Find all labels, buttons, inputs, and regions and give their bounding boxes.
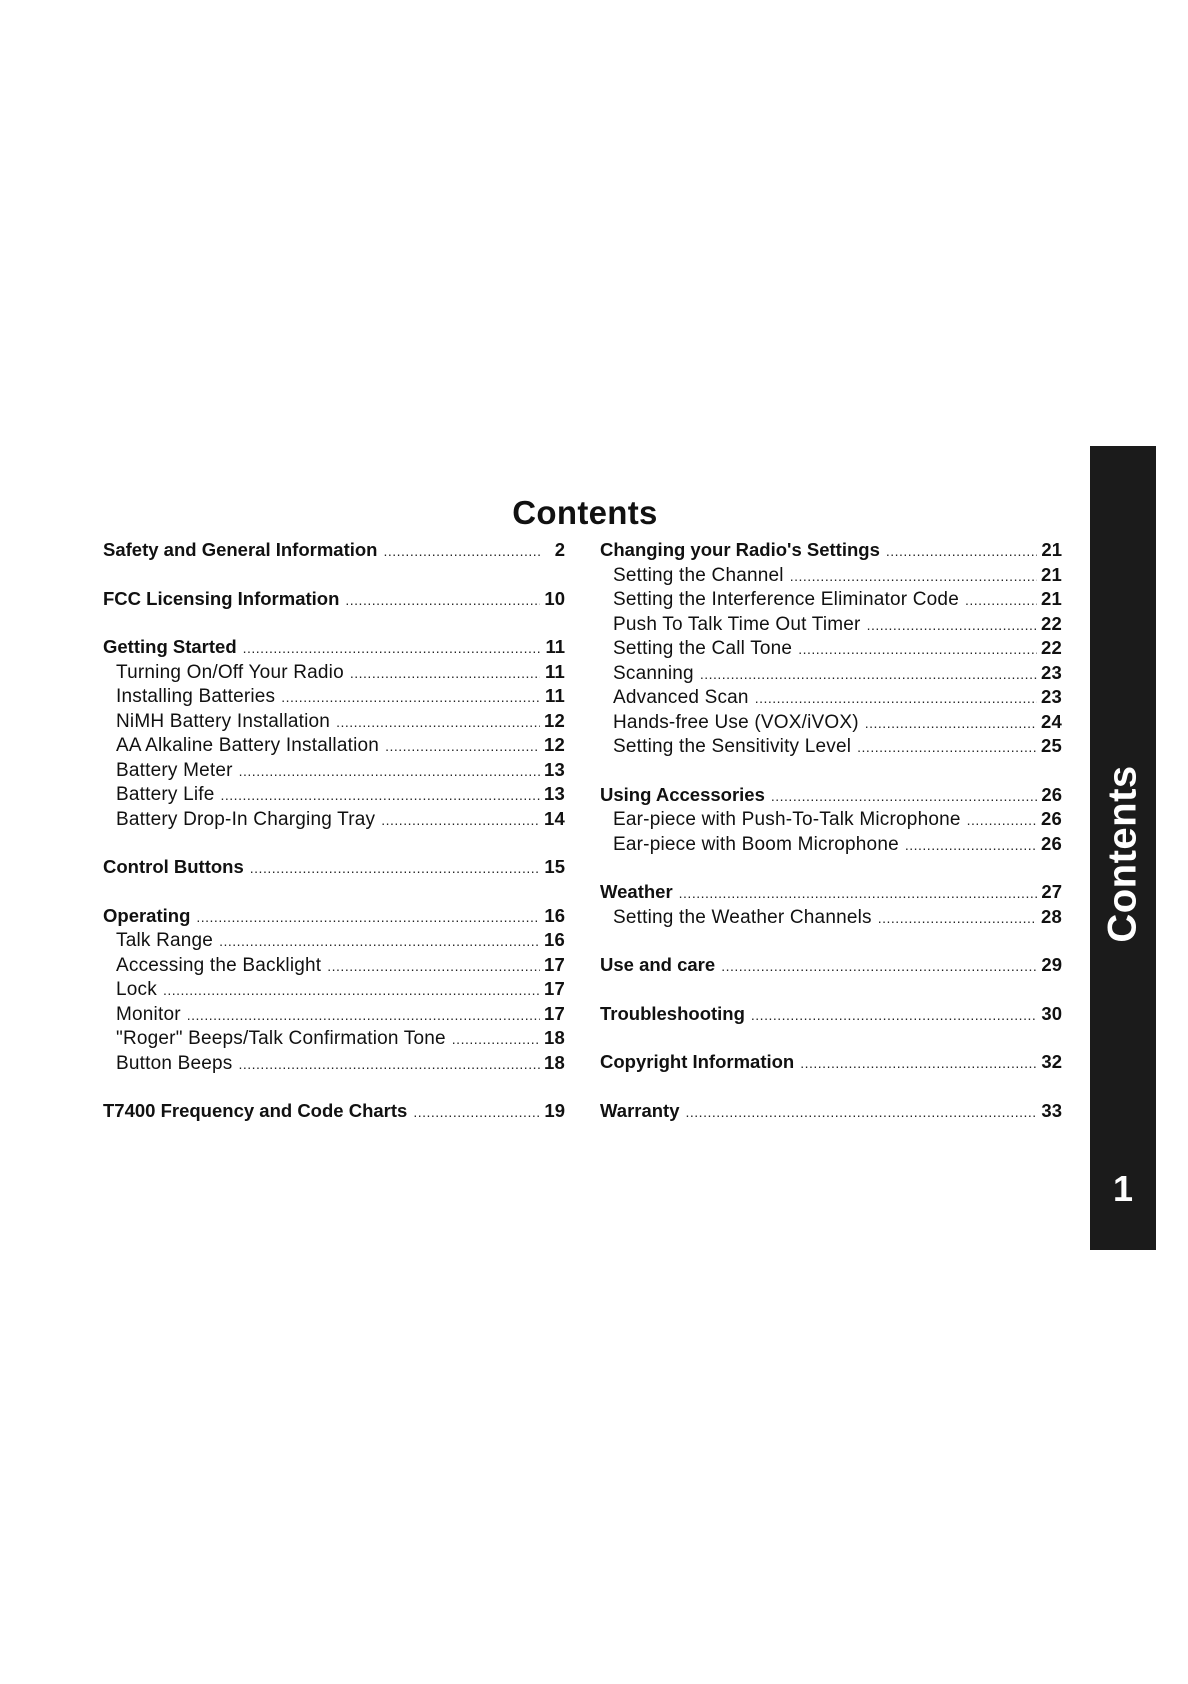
page-title: Contents	[512, 494, 658, 532]
toc-subsection-entry	[600, 832, 1062, 857]
dot-leader	[755, 686, 1037, 711]
toc-group	[600, 783, 1062, 857]
dot-leader	[771, 784, 1037, 809]
dot-leader	[187, 1003, 540, 1028]
toc-page-number: 24	[1041, 710, 1062, 732]
toc-page-number: 27	[1041, 881, 1062, 902]
toc-group	[103, 904, 565, 1076]
dot-leader	[381, 808, 540, 833]
toc-section-entry	[600, 1002, 1062, 1027]
dot-leader	[721, 954, 1037, 979]
dot-leader	[385, 734, 540, 759]
toc-page-number: 16	[544, 904, 565, 926]
toc-page-number: 21	[1041, 563, 1062, 585]
toc-page-number: 17	[544, 953, 565, 975]
toc-group	[600, 1002, 1062, 1027]
toc-entry-label: Battery Drop-In Charging Tray	[116, 808, 376, 830]
toc-subsection-entry	[103, 928, 565, 953]
toc-subsection-entry	[103, 977, 565, 1002]
toc-subsection-entry	[103, 1002, 565, 1027]
dot-leader	[383, 539, 540, 564]
toc-subsection-entry	[103, 782, 565, 807]
dot-leader	[413, 1100, 540, 1125]
toc-section-entry	[600, 783, 1062, 808]
toc-entry-label: Ear-piece with Push-To-Talk Microphone	[613, 809, 961, 830]
toc-entry-label: Warranty	[600, 1099, 680, 1121]
toc-subsection-entry	[600, 563, 1062, 588]
dot-leader	[221, 783, 540, 808]
toc-group	[600, 880, 1062, 929]
toc-section-entry	[103, 538, 565, 563]
toc-section-entry	[600, 1099, 1062, 1124]
toc-page-number: 13	[544, 783, 565, 804]
toc-entry-label: NiMH Battery Installation	[116, 710, 331, 732]
toc-page-number: 18	[544, 1051, 565, 1073]
side-tab-label: Contents	[1100, 765, 1145, 943]
toc-section-entry	[600, 1050, 1062, 1075]
toc-subsection-entry	[103, 758, 565, 783]
dot-leader	[679, 881, 1037, 906]
toc-subsection-entry	[103, 807, 565, 832]
toc-group	[103, 538, 565, 563]
toc-page-number: 33	[1041, 1099, 1062, 1121]
toc-entry-label: Weather	[600, 881, 673, 902]
toc-page-number: 13	[544, 758, 565, 780]
toc-page-number: 17	[544, 978, 565, 999]
toc-page-number: 10	[544, 587, 565, 609]
toc-page-number: 28	[1041, 905, 1062, 927]
toc-page-number: 2	[554, 539, 565, 560]
toc-entry-label: Setting the Weather Channels	[613, 906, 872, 928]
toc-page-number: 16	[544, 929, 565, 950]
toc-page-number: 12	[544, 709, 565, 731]
toc-entry-label: Copyright Information	[600, 1051, 795, 1072]
toc-entry-label: Use and care	[600, 954, 716, 975]
toc-entry-label: Setting the Channel	[613, 564, 784, 586]
toc-subsection-entry	[600, 587, 1062, 612]
toc-entry-label: Safety and General Information	[103, 539, 378, 560]
dot-leader	[798, 637, 1037, 662]
toc-page-number: 26	[1041, 832, 1062, 854]
toc-page-number: 22	[1041, 612, 1062, 634]
toc-page-number: 14	[544, 807, 565, 829]
toc-entry-label: Turning On/Off Your Radio	[116, 661, 344, 683]
dot-leader	[350, 661, 540, 686]
dot-leader	[886, 539, 1037, 564]
toc-subsection-entry	[600, 807, 1062, 832]
toc-page-number: 25	[1041, 735, 1062, 756]
dot-leader	[281, 685, 540, 710]
toc-subsection-entry	[103, 733, 565, 758]
toc-subsection-entry	[103, 660, 565, 685]
dot-leader	[751, 1003, 1037, 1028]
dot-leader	[452, 1027, 540, 1052]
toc-page-number: 21	[1041, 588, 1062, 609]
toc-section-entry	[600, 880, 1062, 905]
dot-leader	[800, 1051, 1037, 1076]
toc-page-number: 26	[1041, 783, 1062, 805]
toc-entry-label: Operating	[103, 904, 191, 926]
toc-entry-label: Control Buttons	[103, 856, 244, 877]
dot-leader	[878, 906, 1037, 931]
toc-entry-label: Monitor	[116, 1003, 181, 1025]
toc-right-column	[600, 538, 1062, 1147]
dot-leader	[790, 564, 1037, 589]
toc-left-column	[103, 538, 565, 1148]
dot-leader	[700, 662, 1037, 687]
toc-page-number: 15	[544, 856, 565, 877]
side-tab	[1090, 446, 1156, 1250]
dot-leader	[965, 588, 1037, 613]
toc-entry-label: Installing Batteries	[116, 686, 276, 707]
toc-entry-label: Hands-free Use (VOX/iVOX)	[613, 711, 859, 733]
toc-section-entry	[103, 587, 565, 612]
toc-section-entry	[103, 904, 565, 929]
toc-group	[103, 1099, 565, 1124]
toc-group	[600, 953, 1062, 978]
toc-subsection-entry	[600, 612, 1062, 637]
toc-subsection-entry	[600, 734, 1062, 759]
toc-section-entry	[103, 855, 565, 880]
toc-subsection-entry	[103, 709, 565, 734]
toc-group	[103, 587, 565, 612]
dot-leader	[857, 735, 1037, 760]
toc-entry-label: Battery Meter	[116, 759, 233, 781]
dot-leader	[967, 808, 1037, 833]
toc-entry-label: Accessing the Backlight	[116, 954, 322, 976]
dot-leader	[163, 978, 540, 1003]
toc-page-number: 32	[1041, 1051, 1062, 1072]
toc-entry-label: Setting the Interference Eliminator Code	[613, 589, 959, 610]
toc-subsection-entry	[600, 905, 1062, 930]
toc-group	[600, 1099, 1062, 1124]
toc-page-number: 17	[544, 1002, 565, 1024]
dot-leader	[686, 1100, 1037, 1125]
toc-page-number: 29	[1041, 954, 1062, 975]
toc-page-number: 22	[1041, 637, 1062, 658]
dot-leader	[867, 613, 1037, 638]
dot-leader	[345, 588, 540, 613]
toc-subsection-entry	[103, 1051, 565, 1076]
toc-entry-label: Battery Life	[116, 784, 215, 805]
toc-page-number: 11	[545, 685, 565, 706]
dot-leader	[238, 1052, 540, 1077]
toc-entry-label: Button Beeps	[116, 1052, 233, 1074]
toc-page-number: 11	[545, 660, 565, 682]
dot-leader	[865, 711, 1037, 736]
toc-page-number: 21	[1041, 539, 1062, 560]
toc-page-number: 23	[1041, 686, 1062, 707]
toc-page-number: 30	[1041, 1002, 1062, 1024]
toc-page-number: 26	[1041, 808, 1062, 829]
toc-entry-label: Talk Range	[116, 930, 214, 951]
dot-leader	[243, 636, 540, 661]
dot-leader	[250, 856, 540, 881]
toc-group	[600, 1050, 1062, 1075]
toc-entry-label: Setting the Sensitivity Level	[613, 736, 852, 757]
toc-subsection-entry	[600, 636, 1062, 661]
toc-section-entry	[600, 538, 1062, 563]
toc-subsection-entry	[103, 953, 565, 978]
toc-subsection-entry	[600, 661, 1062, 686]
toc-section-entry	[600, 953, 1062, 978]
dot-leader	[239, 759, 540, 784]
toc-entry-label: Scanning	[613, 662, 694, 684]
toc-subsection-entry	[600, 710, 1062, 735]
toc-page-number: 23	[1041, 661, 1062, 683]
toc-group	[600, 538, 1062, 759]
toc-entry-label: Advanced Scan	[613, 687, 749, 708]
toc-page-number: 12	[544, 734, 565, 755]
toc-entry-label: Troubleshooting	[600, 1002, 745, 1024]
toc-page-number: 19	[544, 1100, 565, 1121]
toc-entry-label: Ear-piece with Boom Microphone	[613, 833, 899, 855]
dot-leader	[196, 905, 540, 930]
toc-entry-label: "Roger" Beeps/Talk Confirmation Tone	[116, 1028, 446, 1049]
dot-leader	[219, 929, 540, 954]
page-number: 1	[1112, 1168, 1134, 1209]
toc-group	[103, 855, 565, 880]
dot-leader	[336, 710, 540, 735]
toc-page-number: 11	[545, 636, 565, 657]
toc-page-number: 18	[544, 1027, 565, 1048]
toc-entry-label: T7400 Frequency and Code Charts	[103, 1100, 408, 1121]
toc-section-entry	[103, 635, 565, 660]
toc-entry-label: AA Alkaline Battery Installation	[116, 735, 380, 756]
toc-entry-label: Push To Talk Time Out Timer	[613, 613, 861, 635]
toc-entry-label: Changing your Radio's Settings	[600, 539, 880, 560]
toc-entry-label: Setting the Call Tone	[613, 638, 793, 659]
toc-subsection-entry	[103, 684, 565, 709]
toc-group	[103, 635, 565, 831]
dot-leader	[905, 833, 1037, 858]
toc-subsection-entry	[103, 1026, 565, 1051]
toc-entry-label: FCC Licensing Information	[103, 587, 340, 609]
toc-section-entry	[103, 1099, 565, 1124]
toc-entry-label: Lock	[116, 979, 157, 1000]
toc-entry-label: Getting Started	[103, 636, 237, 657]
toc-entry-label: Using Accessories	[600, 783, 765, 805]
toc-subsection-entry	[600, 685, 1062, 710]
dot-leader	[327, 954, 540, 979]
